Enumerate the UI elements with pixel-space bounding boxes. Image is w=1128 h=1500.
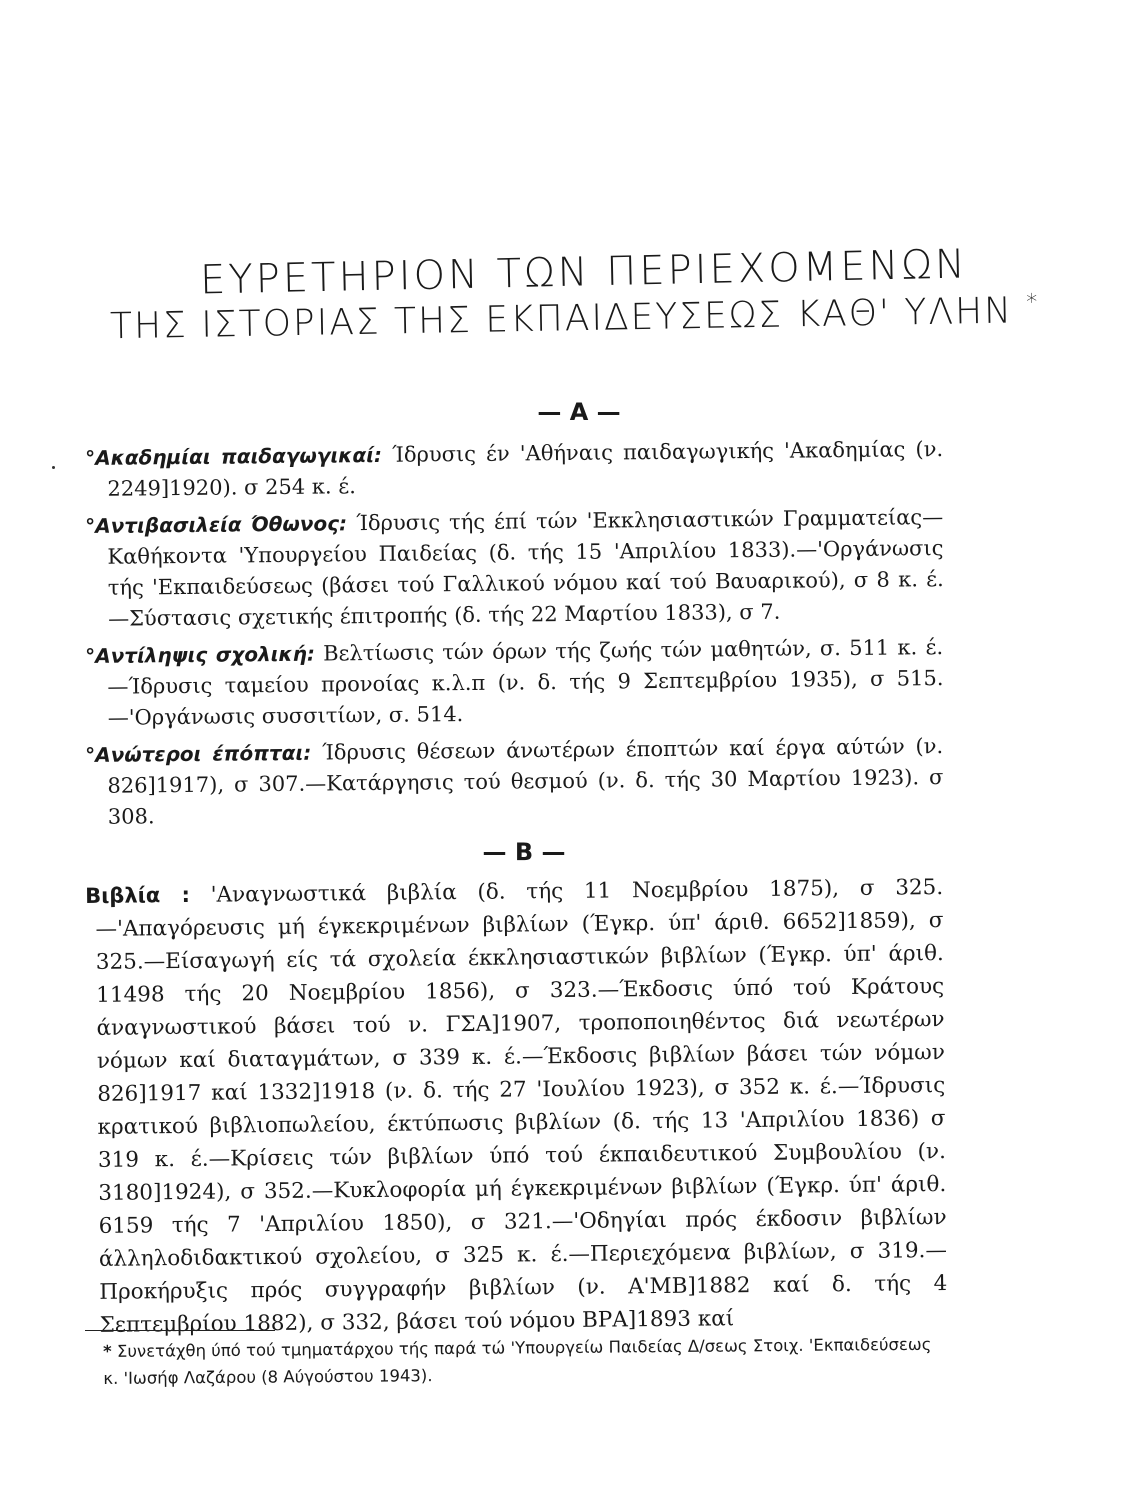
section-heading-b: — Β — [482, 838, 566, 866]
entry-text: Ίδρυσις έν 'Αθήναις παιδαγωγικής 'Ακαδημίας (ν. 2249]1920). σ 254 κ. έ. [107, 437, 944, 501]
index-entry [85, 434, 944, 505]
entry-term: °Αντίληψις σχολική: [85, 641, 316, 668]
footnote-text: Συνετάχθη ύπό τού τμηματάρχου τής παρά τώ 'Υπουργείω Παιδείας Δ/σεως Στοιχ. 'Εκπαιδεύσεως κ. 'Ιωσήφ Λαζάρου (8 Αύγούστου 1943). [103, 1334, 932, 1388]
index-entry [85, 731, 944, 833]
index-entry [85, 632, 944, 734]
entry-term: °Αντιβασιλεία Όθωνος: [85, 511, 348, 538]
page-title-line-1: ΕΥΡΕΤΗΡΙΟΝ ΤΩΝ ΠΕΡΙΕΧΟΜΕΝΩΝ [199, 241, 969, 304]
section-a-entries [85, 437, 944, 839]
entry-text: Ίδρυσις τής έπί τών 'Εκκλησιαστικών Γραμματείας—Καθήκοντα 'Υπουργείου Παιδείας (δ. τής 15 'Απριλίου 1833).—'Οργάνωσις τής 'Εκπαιδεύσεως (βάσει τού Γαλλικού νόμου καί τού Βαυαρικού), σ 8 κ. έ.—Σύστασις σχετικής έπιτροπής (δ. τής 22 Μαρτίου 1833), σ 7. [107, 505, 944, 631]
entry-term: Βιβλία : [85, 882, 191, 908]
footnote-marker: * [103, 1341, 112, 1361]
index-entry [85, 502, 944, 635]
footnote [103, 1331, 933, 1392]
section-b-entries [85, 875, 948, 1348]
title-footnote-marker: * [1026, 290, 1040, 316]
section-heading-a: — Α — [537, 398, 621, 426]
entry-term: °Ανώτεροι έπόπται: [85, 740, 312, 767]
entry-text: Ίδρυσις θέσεων άνωτέρων έποπτών καί έργα αύτών (ν. 826]1917), σ 307.—Κατάργησις τού θεσμού (ν. δ. τής 30 Μαρτίου 1923). σ 308. [107, 734, 944, 829]
entry-term: °Ακαδημίαι παιδαγωγικαί: [85, 442, 383, 470]
entry-text: 'Αναγνωστικά βιβλία (δ. τής 11 Νοεμβρίου 1875), σ 325.—'Απαγόρευσις μή έγκεκριμένων βιβλίων (Έγκρ. ύπ' άριθ. 6652]1859), σ 325.—Είσαγωγή είς τά σχολεία έκκλησιαστικών βιβλίων (Έγκρ. ύπ' άριθ. 11498 τής 20 Νοεμβρίου 1856), σ 323.—Έκδοσις ύπό τού Κράτους άναγνωστικού βάσει τού ν. ΓΣΑ]1907, τροποποιηθέντος διά νεωτέρων νόμων καί διαταγμάτων, σ 339 κ. έ.—Έκδοσις βιβλίων βάσει τών νόμων 826]1917 καί 1332]1918 (ν. δ. τής 27 'Ιουλίου 1923), σ 352 κ. έ.—Ίδρυσις κρατικού βιβλιοπωλείου, έκτύπωσις βιβλίων (δ. τής 13 'Απριλίου 1836) σ 319 κ. έ.—Κρίσεις τών βιβλίων ύπό τού έκπαιδευτικού Συμβουλίου (ν. 3180]1924), σ 352.—Κυκλοφορία μή έγκεκριμένων βιβλίων (Έγκρ. ύπ' άριθ. 6159 τής 7 'Απριλίου 1850), σ 321.—'Οδηγίαι πρός έκδοσιν βιβλίων άλληλοδιδακτικού σχολείου, σ 325 κ. έ.—Περιεχόμενα βιβλίων, σ 319.—Προκήρυξις πρός συγγραφήν βιβλίων (ν. Α'ΜΒ]1882 καί δ. τής 4 Σεπτεμβρίου 1882), σ 332, βάσει τού νόμου ΒΡΑ]1893 καί [95, 875, 948, 1338]
page-title-line-2-text: ΤΗΣ ΙΣΤΟΡΙΑΣ ΤΗΣ ΕΚΠΑΙΔΕΥΣΕΩΣ ΚΑΘ' ΥΛΗΝ [109, 290, 1014, 348]
footnote-divider [85, 1330, 275, 1331]
entry-text: Βελτίωσις τών όρων τής ζωής τών μαθητών, σ. 511 κ. έ.—Ίδρυσις ταμείου προνοίας κ.λ.π (ν. δ. τής 9 Σεπτεμβρίου 1935), σ 515.—'Οργάνωσις συσσιτίων, σ. 514. [107, 635, 944, 730]
index-entry [85, 871, 948, 1342]
margin-mark [52, 466, 55, 469]
